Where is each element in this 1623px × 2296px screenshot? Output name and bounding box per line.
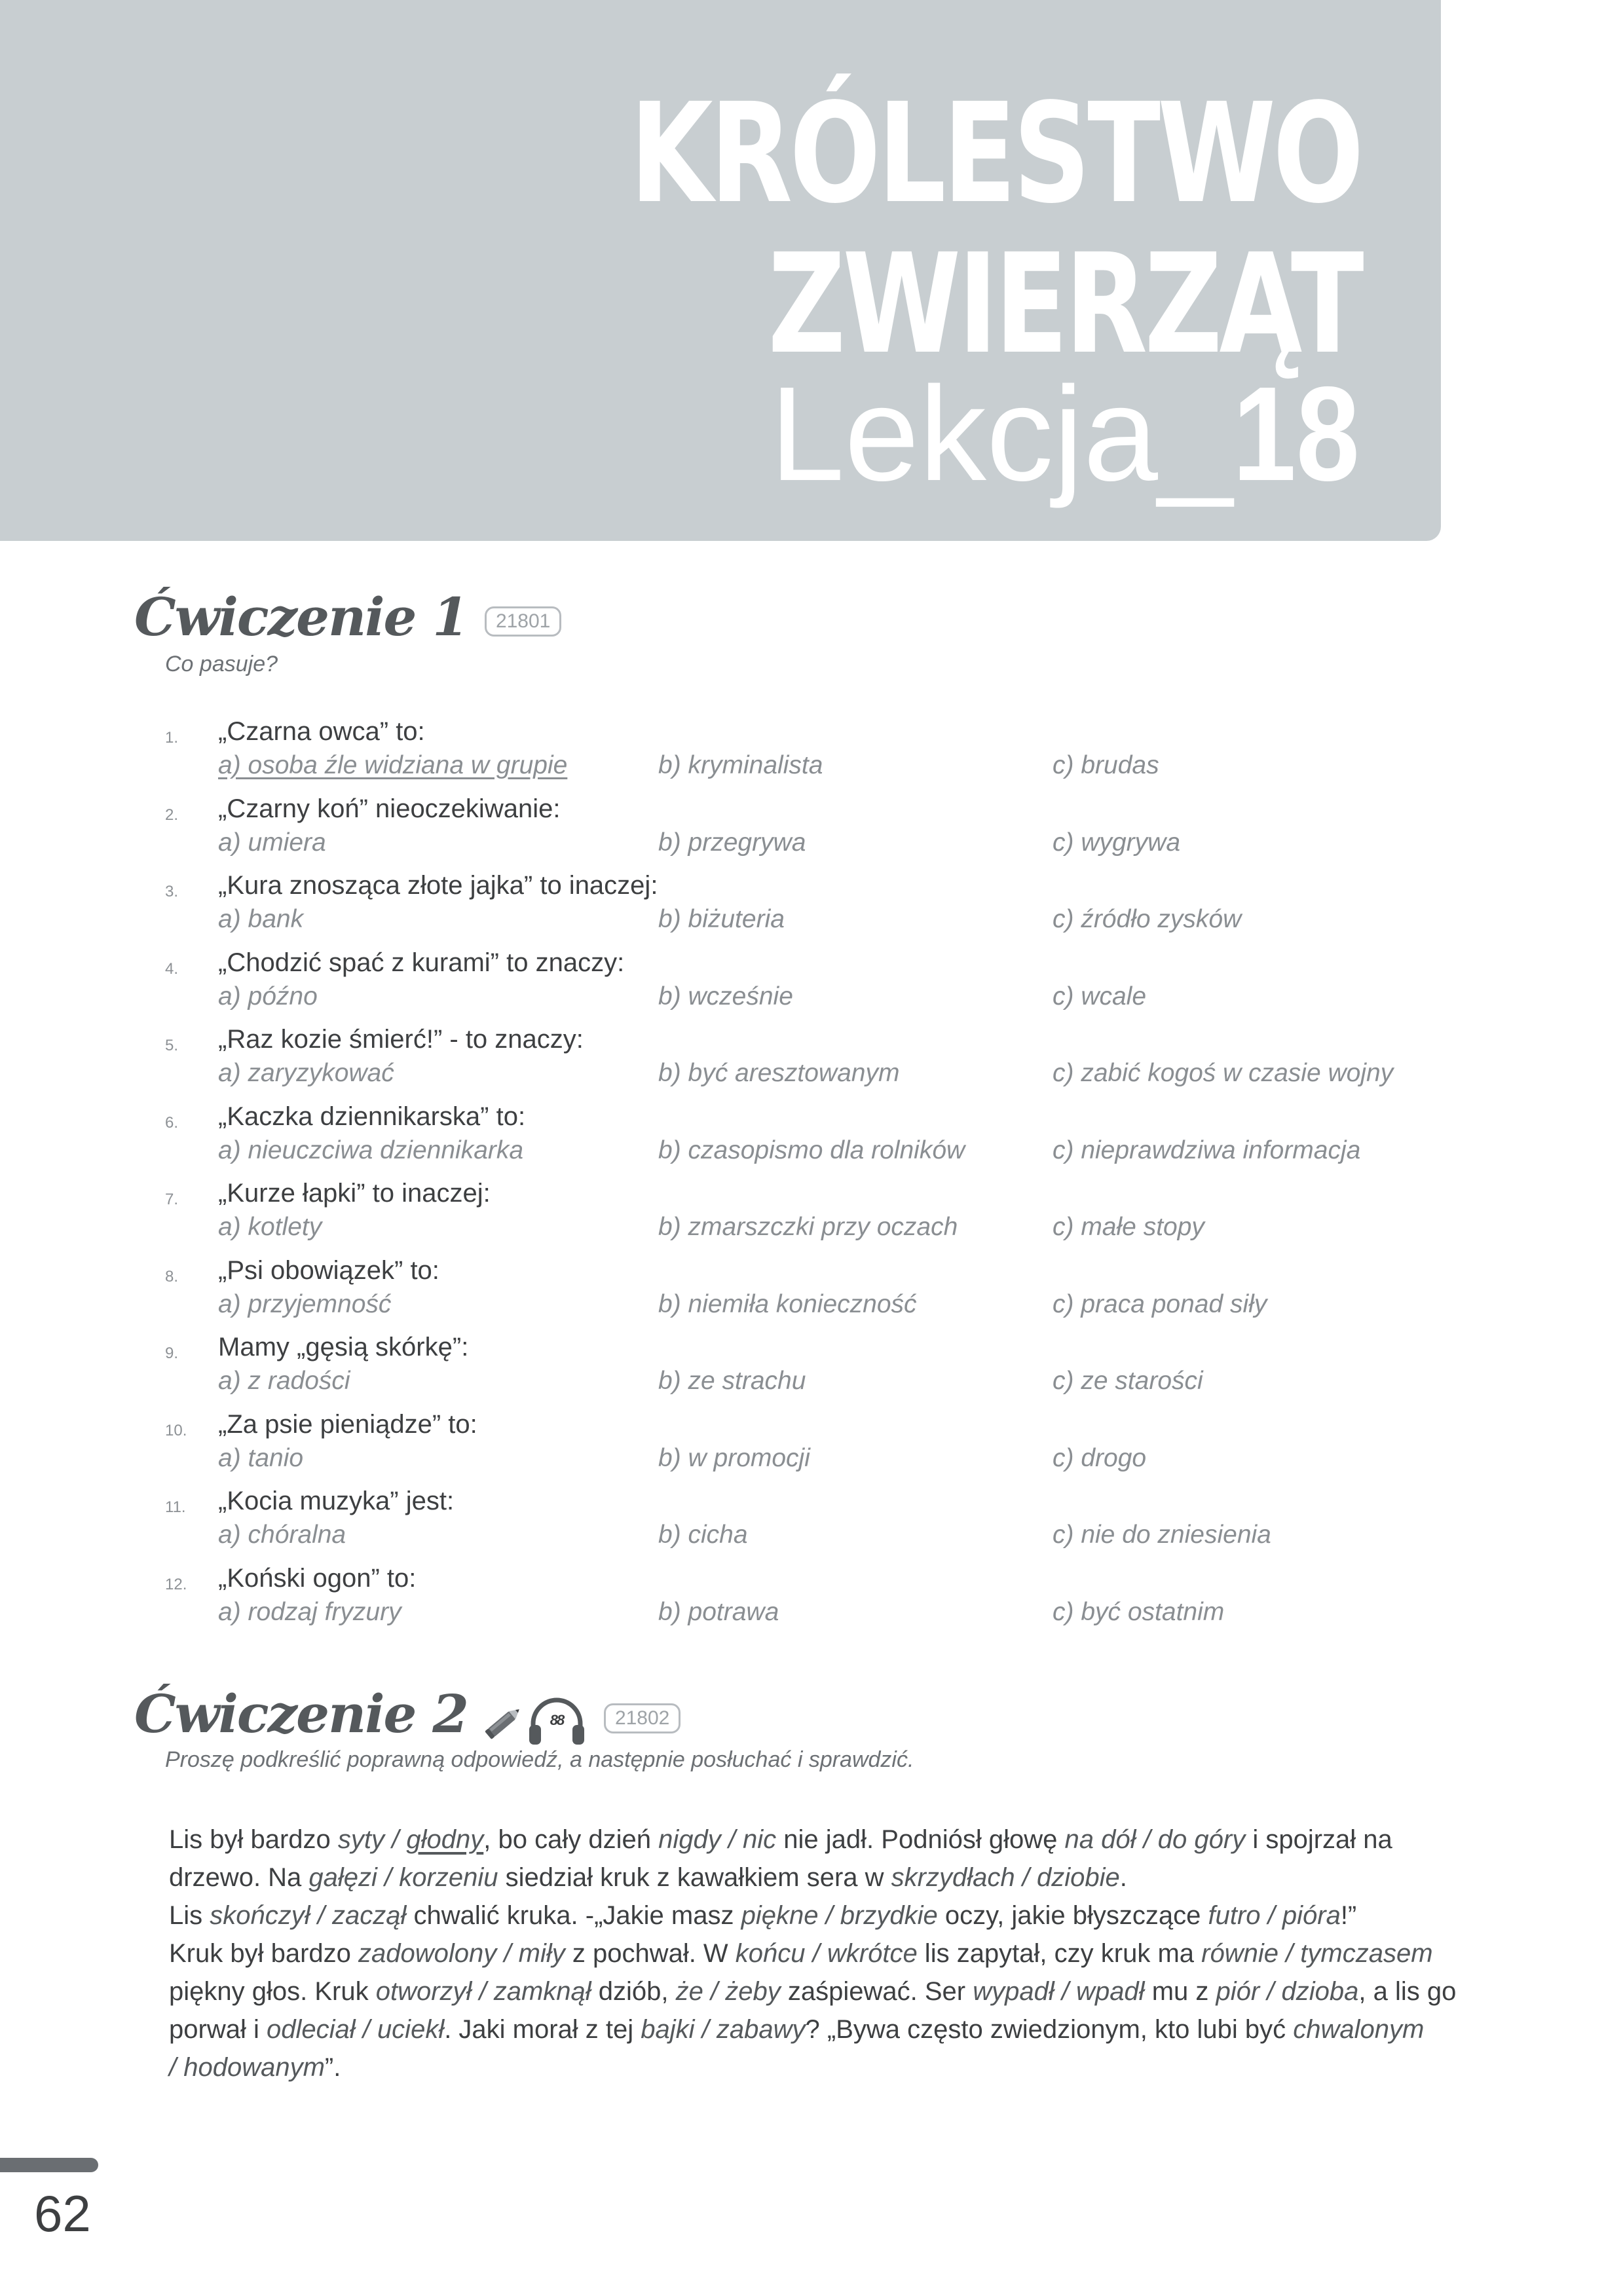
lesson-label bbox=[770, 359, 1382, 509]
passage-line bbox=[169, 1935, 1525, 1972]
question-item bbox=[0, 794, 1623, 872]
option-a[interactable]: a) rodzaj fryzury bbox=[218, 1597, 401, 1626]
option-a[interactable]: a) przyjemność bbox=[218, 1289, 392, 1318]
option-c[interactable]: c) źródło zysków bbox=[1053, 905, 1242, 933]
option-a[interactable]: a) nieuczciwa dziennikarka bbox=[218, 1136, 524, 1164]
passage-text: . Jaki morał z tej bbox=[444, 2015, 641, 2044]
option-a[interactable]: a) bank bbox=[218, 905, 304, 933]
exercise1-instruction: Co pasuje? bbox=[165, 652, 278, 676]
question-number: 4. bbox=[165, 959, 179, 978]
exercise2-instruction: Proszę podkreślić poprawną odpowiedź, a następnie posłuchać i sprawdzić. bbox=[165, 1747, 914, 1772]
question-number: 6. bbox=[165, 1113, 179, 1132]
page-number-bar bbox=[0, 2158, 98, 2172]
option-c[interactable]: c) być ostatnim bbox=[1053, 1597, 1225, 1626]
question-item bbox=[0, 1487, 1623, 1564]
track-number: 88 bbox=[550, 1712, 564, 1729]
passage-text: Kruk był bardzo bbox=[169, 1939, 359, 1968]
passage-text: i spojrzał na bbox=[1245, 1825, 1392, 1854]
option-b[interactable]: b) niemiła konieczność bbox=[658, 1289, 917, 1318]
question-text: „Psi obowiązek” to: bbox=[218, 1255, 439, 1285]
passage-line bbox=[169, 2010, 1525, 2048]
passage-text: !” bbox=[1340, 1901, 1357, 1930]
option-a[interactable]: a) umiera bbox=[218, 828, 326, 857]
choice[interactable]: piękne / brzydkie bbox=[741, 1901, 938, 1930]
choice[interactable]: na dół / do góry bbox=[1064, 1825, 1246, 1854]
choice[interactable]: równie / tymczasem bbox=[1201, 1939, 1433, 1968]
passage-text: lis zapytał, czy kruk ma bbox=[917, 1939, 1202, 1968]
passage-line bbox=[169, 1897, 1525, 1935]
passage-text: chwalić kruka. -„Jakie masz bbox=[406, 1901, 741, 1930]
exercise2-code-badge: 21802 bbox=[604, 1703, 681, 1733]
passage-text: z pochwał. W bbox=[565, 1939, 736, 1968]
question-number: 3. bbox=[165, 883, 179, 900]
option-a[interactable]: a) późno bbox=[218, 982, 318, 1010]
exercise1-code-badge: 21801 bbox=[485, 606, 561, 637]
exercise1-question-list bbox=[0, 717, 1623, 1640]
passage-text: mu z bbox=[1144, 1977, 1216, 2006]
lesson-label-text: Lekcja_ bbox=[770, 359, 1233, 509]
passage-line bbox=[169, 1972, 1525, 2010]
passage-text: drzewo. Na bbox=[169, 1863, 309, 1892]
question-number: 12. bbox=[165, 1575, 187, 1593]
exercise1-title: Ćwiczenie 1 bbox=[134, 586, 468, 648]
choice[interactable]: otworzył / zamknął bbox=[375, 1977, 591, 2006]
option-a[interactable]: a) osoba źle widziana w grupie bbox=[218, 751, 568, 779]
exercise2-passage bbox=[169, 1821, 1525, 2086]
option-c[interactable]: c) nieprawdziwa informacja bbox=[1053, 1136, 1361, 1164]
option-c[interactable]: c) brudas bbox=[1053, 751, 1159, 779]
passage-text: dziób, bbox=[591, 1977, 676, 2006]
option-b[interactable]: b) biżuteria bbox=[658, 905, 785, 933]
question-item bbox=[0, 717, 1623, 794]
option-c[interactable]: c) wygrywa bbox=[1053, 828, 1181, 857]
passage-text: Lis był bardzo bbox=[169, 1825, 338, 1854]
question-item bbox=[0, 871, 1623, 948]
question-text: „Kura znosząca złote jajka” to inaczej: bbox=[218, 871, 658, 900]
choice[interactable]: że / żeby bbox=[675, 1977, 781, 2006]
passage-line bbox=[169, 1821, 1525, 1859]
option-c[interactable]: c) praca ponad siły bbox=[1053, 1289, 1267, 1318]
question-text: „Kocia muzyka” jest: bbox=[218, 1487, 455, 1515]
choice[interactable]: syty / bbox=[337, 1825, 407, 1854]
exercise2-title: Ćwiczenie 2 bbox=[134, 1683, 468, 1745]
passage-line bbox=[169, 1859, 1525, 1897]
question-text: „Za psie pieniądze” to: bbox=[218, 1409, 477, 1439]
option-c[interactable]: c) drogo bbox=[1053, 1443, 1147, 1472]
passage-text: siedział kruk z kawałkiem sera w bbox=[498, 1863, 891, 1892]
choice[interactable]: chwalonym bbox=[1293, 2015, 1425, 2044]
question-number: 7. bbox=[165, 1191, 179, 1208]
question-item bbox=[0, 1333, 1623, 1410]
page-number: 62 bbox=[34, 2185, 91, 2242]
question-text: Mamy „gęsią skórkę”: bbox=[218, 1333, 469, 1361]
question-text: „Kurze łapki” to inaczej: bbox=[218, 1179, 491, 1208]
exercise2-icons bbox=[481, 1687, 587, 1750]
option-a[interactable]: a) zaryzykować bbox=[218, 1059, 394, 1087]
option-b[interactable]: b) w promocji bbox=[658, 1443, 810, 1472]
option-b[interactable]: b) być aresztowanym bbox=[658, 1059, 900, 1087]
passage-text: , bo cały dzień bbox=[483, 1825, 659, 1854]
option-b[interactable]: b) kryminalista bbox=[658, 751, 823, 779]
passage-text: zaśpiewać. Ser bbox=[780, 1977, 973, 2006]
option-c[interactable]: c) wcale bbox=[1053, 982, 1147, 1010]
choice[interactable]: futro / pióra bbox=[1208, 1901, 1341, 1930]
choice[interactable]: zadowolony / miły bbox=[358, 1939, 565, 1968]
pencil-icon bbox=[481, 1699, 527, 1745]
question-number: 11. bbox=[165, 1498, 186, 1516]
option-a[interactable]: a) z radości bbox=[218, 1367, 350, 1395]
chapter-title-line2: ZWIERZĄT bbox=[768, 224, 1361, 384]
passage-text: ”. bbox=[324, 2053, 341, 2082]
option-c[interactable]: c) ze starości bbox=[1053, 1367, 1203, 1395]
question-text: „Czarny koń” nieoczekiwanie: bbox=[218, 794, 561, 823]
choice[interactable]: bajki / zabawy bbox=[641, 2015, 806, 2044]
choice[interactable]: / hodowanym bbox=[169, 2053, 325, 2082]
choice-underlined[interactable]: głodny bbox=[406, 1825, 484, 1854]
question-number: 9. bbox=[165, 1344, 179, 1362]
question-item bbox=[0, 1256, 1623, 1333]
lesson-number: 18 bbox=[1232, 359, 1360, 509]
option-c[interactable]: c) nie do zniesienia bbox=[1053, 1521, 1271, 1549]
question-item bbox=[0, 1564, 1623, 1641]
question-item bbox=[0, 948, 1623, 1026]
chapter-title-line1: KRÓLESTWO bbox=[629, 73, 1361, 234]
passage-text: Lis bbox=[169, 1901, 210, 1930]
choice[interactable]: piór / dzioba bbox=[1216, 1977, 1359, 2006]
option-b[interactable]: b) przegrywa bbox=[658, 828, 806, 857]
passage-text: ? „Bywa często zwiedzionym, kto lubi być bbox=[805, 2015, 1294, 2044]
exercise2-heading bbox=[134, 1683, 681, 1750]
option-a[interactable]: a) tanio bbox=[218, 1443, 304, 1472]
option-b[interactable]: b) czasopismo dla rolników bbox=[658, 1136, 965, 1164]
choice[interactable]: skończył / zaczął bbox=[210, 1901, 407, 1930]
question-number: 1. bbox=[165, 729, 179, 747]
choice[interactable]: wypadł / wpadł bbox=[973, 1977, 1145, 2006]
exercise1-heading bbox=[134, 586, 561, 648]
choice[interactable]: gałęzi / korzeniu bbox=[308, 1863, 498, 1892]
headphones-icon[interactable] bbox=[527, 1695, 587, 1750]
passage-line bbox=[169, 2048, 1525, 2086]
option-b[interactable]: b) cicha bbox=[658, 1521, 748, 1549]
question-text: „Czarna owca” to: bbox=[218, 717, 425, 746]
question-number: 5. bbox=[165, 1037, 179, 1054]
passage-text: piękny głos. Kruk bbox=[169, 1977, 376, 2006]
question-text: „Koński ogon” to: bbox=[218, 1563, 417, 1593]
question-text: „Chodzić spać z kurami” to znaczy: bbox=[218, 948, 625, 977]
passage-text: , a lis go bbox=[1358, 1977, 1457, 2006]
passage-text: oczy, jakie błyszczące bbox=[937, 1901, 1208, 1930]
passage-text: . bbox=[1119, 1863, 1127, 1892]
question-number: 8. bbox=[165, 1267, 179, 1286]
option-b[interactable]: b) ze strachu bbox=[658, 1367, 806, 1395]
passage-text: porwał i bbox=[169, 2015, 267, 2044]
question-item bbox=[0, 1410, 1623, 1487]
question-item bbox=[0, 1102, 1623, 1179]
question-number: 10. bbox=[165, 1421, 187, 1439]
option-b[interactable]: b) zmarszczki przy oczach bbox=[658, 1213, 958, 1241]
option-a[interactable]: a) kotlety bbox=[218, 1213, 322, 1241]
choice[interactable]: końcu / wkrótce bbox=[735, 1939, 918, 1968]
question-number: 2. bbox=[165, 805, 179, 824]
choice[interactable]: odleciał / uciekł bbox=[266, 2015, 445, 2044]
question-item bbox=[0, 1025, 1623, 1102]
passage-text: nie jadł. Podniósł głowę bbox=[776, 1825, 1065, 1854]
choice[interactable]: skrzydłach / dziobie bbox=[891, 1863, 1120, 1892]
option-a[interactable]: a) chóralna bbox=[218, 1521, 346, 1549]
question-item bbox=[0, 1179, 1623, 1256]
option-c[interactable]: c) zabić kogoś w czasie wojny bbox=[1053, 1059, 1394, 1087]
option-b[interactable]: b) potrawa bbox=[658, 1597, 779, 1626]
question-text: „Raz kozie śmierć!” - to znaczy: bbox=[218, 1025, 584, 1054]
option-b[interactable]: b) wcześnie bbox=[658, 982, 793, 1010]
option-c[interactable]: c) małe stopy bbox=[1053, 1213, 1204, 1241]
question-text: „Kaczka dziennikarska” to: bbox=[218, 1102, 526, 1131]
choice[interactable]: nigdy / nic bbox=[658, 1825, 777, 1854]
